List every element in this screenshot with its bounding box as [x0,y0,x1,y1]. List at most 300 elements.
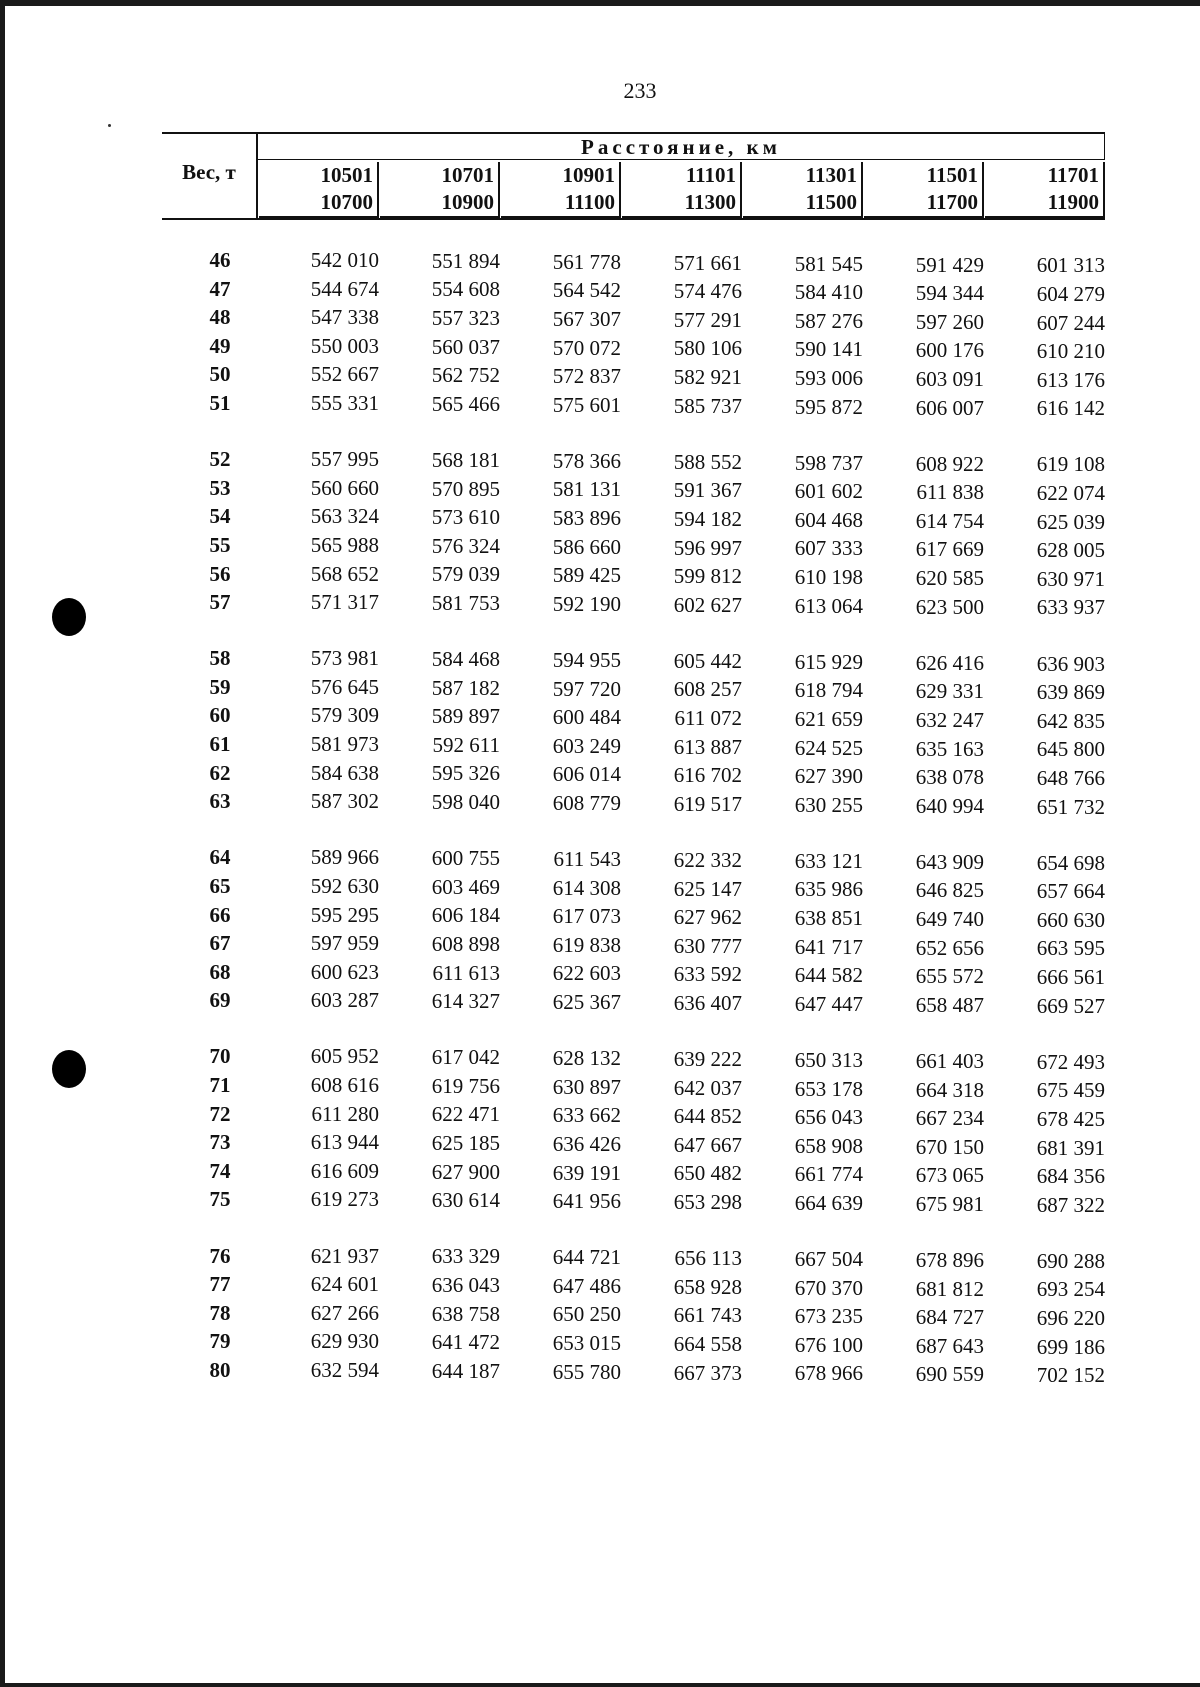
value-cell: 601 602 [794,479,863,504]
value-cell: 608 616 [310,1073,379,1097]
value-cell: 584 638 [310,760,379,785]
value-cell: 678 425 [1036,1106,1105,1131]
range-header-3 [501,162,621,218]
value-cell: 562 752 [431,363,500,388]
value-cell: 606 014 [552,762,621,787]
value-cell: 687 643 [915,1333,984,1358]
range-from: 11101 [622,162,742,189]
value-cell: 654 698 [1036,850,1105,875]
range-header-1 [259,162,379,218]
range-to: 11300 [622,189,742,218]
value-cell: 648 766 [1036,765,1105,790]
value-cell: 571 317 [310,590,379,615]
weight-cell: 59 [209,674,231,699]
weight-cell: 60 [209,703,231,728]
punch-hole [52,1050,86,1088]
range-to: 10900 [380,189,500,218]
value-cell: 664 318 [915,1077,984,1102]
value-cell: 684 727 [915,1305,984,1330]
value-cell: 565 988 [310,532,379,557]
scan-edge-bottom [0,1683,1200,1687]
value-cell: 614 308 [552,875,621,900]
value-cell: 614 754 [915,508,984,533]
value-cell: 664 639 [794,1190,863,1215]
value-cell: 581 973 [310,732,379,756]
value-cell: 669 527 [1036,993,1105,1018]
value-cell: 606 184 [431,903,500,928]
value-cell: 604 468 [794,507,863,532]
value-cell: 627 266 [310,1300,379,1325]
value-cell: 611 072 [674,706,742,731]
table-row [162,533,1105,561]
table-row [162,391,1105,419]
value-cell: 641 472 [431,1330,500,1355]
value-cell: 650 250 [552,1302,621,1327]
table-row [162,362,1105,390]
value-cell: 592 630 [310,873,379,898]
value-cell: 675 981 [915,1191,984,1216]
range-from: 11501 [864,162,984,189]
value-cell: 568 652 [310,561,379,586]
value-cell: 632 594 [310,1357,379,1382]
value-cell: 642 037 [673,1075,742,1100]
value-cell: 638 758 [431,1301,500,1326]
value-cell: 603 091 [915,366,984,391]
value-cell: 594 182 [673,506,742,531]
range-to: 11500 [743,189,863,218]
value-cell: 639 191 [552,1160,621,1185]
value-cell: 613 887 [673,734,742,759]
weight-cell: 49 [209,333,231,358]
value-cell: 690 288 [1036,1248,1105,1273]
range-header-5 [743,162,863,218]
value-cell: 636 043 [431,1272,500,1297]
weight-cell: 73 [209,1130,231,1155]
value-cell: 610 198 [794,565,863,590]
value-cell: 619 108 [1036,452,1105,477]
value-cell: 613 944 [310,1130,379,1155]
value-cell: 555 331 [310,391,379,415]
value-cell: 678 896 [915,1248,984,1272]
table-row [162,988,1105,1016]
weight-cell: 77 [209,1272,231,1297]
table-row [162,646,1105,674]
weight-cell: 64 [209,845,231,870]
value-cell: 633 329 [431,1244,500,1269]
value-cell: 630 255 [794,792,863,817]
weight-cell: 58 [209,646,231,671]
value-cell: 561 778 [552,249,621,274]
weight-cell: 57 [209,590,231,615]
value-cell: 585 737 [673,393,742,418]
weight-cell: 62 [209,760,231,785]
value-cell: 638 851 [794,906,863,931]
range-to: 10700 [259,189,379,218]
value-cell: 647 486 [552,1273,621,1298]
value-cell: 642 835 [1036,708,1105,733]
value-cell: 605 442 [673,648,742,673]
range-from: 10501 [259,162,379,189]
value-cell: 592 611 [432,732,500,757]
value-cell: 552 667 [310,362,379,387]
value-cell: 596 997 [673,535,742,560]
value-cell: 550 003 [310,333,379,358]
value-cell: 657 664 [1036,879,1105,904]
table-row [162,1073,1105,1101]
value-cell: 613 064 [794,593,863,618]
value-cell: 600 176 [915,338,984,363]
weight-cell: 46 [209,248,231,272]
weight-cell: 71 [209,1073,231,1097]
value-cell: 565 466 [431,391,500,416]
weight-cell: 53 [209,475,231,500]
value-cell: 592 190 [552,591,621,616]
value-cell: 702 152 [1036,1363,1105,1388]
value-cell: 599 812 [673,564,742,589]
value-cell: 635 986 [794,877,863,902]
punch-hole [52,598,86,636]
value-cell: 630 614 [431,1188,500,1213]
value-cell: 542 010 [310,248,379,272]
range-to: 11700 [864,189,984,218]
weight-cell: 78 [209,1300,231,1325]
value-cell: 655 572 [915,964,984,989]
table-row [162,845,1105,873]
value-cell: 576 645 [310,674,379,699]
value-cell: 630 897 [552,1074,621,1099]
value-cell: 647 667 [673,1132,742,1157]
value-cell: 652 656 [915,935,984,960]
value-cell: 576 324 [431,533,500,558]
weight-cell: 63 [209,789,231,814]
value-cell: 625 185 [431,1131,500,1156]
value-cell: 627 962 [673,905,742,930]
weight-cell: 54 [209,504,231,529]
value-cell: 591 429 [915,252,984,277]
value-cell: 656 113 [674,1246,742,1271]
value-cell: 667 234 [915,1106,984,1131]
value-cell: 564 542 [552,278,621,303]
value-cell: 667 373 [673,1360,742,1385]
value-cell: 560 660 [310,475,379,500]
value-cell: 693 254 [1036,1277,1105,1302]
value-cell: 633 662 [552,1103,621,1128]
value-cell: 584 410 [794,280,863,305]
weight-cell: 76 [209,1243,231,1268]
value-cell: 663 595 [1036,936,1105,961]
value-cell: 636 903 [1036,651,1105,676]
value-cell: 598 737 [794,450,863,475]
table-row [162,447,1105,475]
value-cell: 575 601 [552,392,621,417]
table-row [162,1272,1105,1300]
value-cell: 615 929 [794,649,863,674]
page-number: 233 [623,78,657,103]
value-cell: 621 937 [310,1243,379,1268]
value-cell: 641 956 [552,1189,621,1214]
value-cell: 590 141 [794,337,863,362]
table-row [162,703,1105,731]
value-cell: 570 072 [552,335,621,360]
weight-cell: 66 [209,902,231,927]
weight-cell: 72 [209,1101,231,1126]
value-cell: 589 425 [552,563,621,588]
value-cell: 602 627 [673,592,742,617]
value-cell: 661 774 [794,1162,863,1187]
weight-cell: 70 [209,1044,231,1069]
value-cell: 588 552 [673,449,742,474]
value-cell: 573 981 [310,646,379,671]
value-cell: 591 367 [673,478,742,503]
value-cell: 681 391 [1036,1135,1105,1160]
value-cell: 627 390 [794,764,863,789]
value-cell: 645 800 [1036,737,1105,762]
value-cell: 672 493 [1036,1049,1105,1074]
value-cell: 560 037 [431,334,500,359]
value-cell: 616 609 [310,1158,379,1183]
value-cell: 603 249 [552,733,621,758]
value-cell: 630 971 [1036,566,1105,591]
value-cell: 639 222 [673,1047,742,1072]
value-cell: 676 100 [794,1332,863,1357]
value-cell: 595 872 [794,394,863,419]
range-from: 10901 [501,162,621,189]
value-cell: 622 332 [673,847,742,872]
table-row [162,1102,1105,1130]
value-cell: 627 900 [431,1159,500,1184]
table-row [162,504,1105,532]
table-row [162,761,1105,789]
value-cell: 639 869 [1036,680,1105,705]
value-cell: 643 909 [915,849,984,874]
value-cell: 628 132 [552,1046,621,1071]
range-header-4 [622,162,742,218]
value-cell: 619 838 [552,932,621,957]
table-row [162,931,1105,959]
weight-cell: 79 [209,1329,231,1354]
value-cell: 650 482 [673,1161,742,1186]
table-row [162,1244,1105,1272]
value-cell: 595 326 [431,761,500,786]
range-header-2 [380,162,500,218]
value-cell: 636 426 [552,1131,621,1156]
value-cell: 629 331 [915,679,984,704]
value-cell: 600 623 [310,959,379,984]
table-row [162,960,1105,988]
value-cell: 625 147 [673,876,742,901]
value-cell: 551 894 [431,248,500,273]
value-cell: 646 825 [915,878,984,903]
weight-cell: 52 [209,447,231,472]
value-cell: 636 407 [673,990,742,1015]
value-cell: 625 367 [552,990,621,1015]
value-cell: 597 959 [310,931,379,956]
value-cell: 633 937 [1036,595,1105,620]
range-to: 11100 [501,189,621,218]
table-row [162,1159,1105,1187]
value-cell: 656 043 [794,1105,863,1130]
value-cell: 624 525 [794,735,863,760]
range-header-6 [864,162,984,218]
value-cell: 687 322 [1036,1192,1105,1217]
value-cell: 581 545 [794,251,863,276]
value-cell: 611 838 [916,480,984,505]
value-cell: 650 313 [794,1047,863,1072]
value-cell: 574 476 [673,279,742,304]
value-cell: 647 447 [794,991,863,1016]
value-cell: 630 777 [673,933,742,958]
value-cell: 666 561 [1036,965,1105,990]
value-cell: 589 897 [431,704,500,729]
table-row [162,675,1105,703]
value-cell: 611 543 [553,847,621,872]
value-cell: 608 898 [431,931,500,956]
weight-cell: 61 [209,732,231,756]
value-cell: 607 244 [1036,310,1105,335]
scan-edge-left [0,0,5,1687]
value-cell: 617 042 [431,1045,500,1070]
value-cell: 644 852 [673,1104,742,1129]
value-cell: 661 403 [915,1048,984,1073]
value-cell: 594 344 [915,281,984,306]
value-cell: 614 327 [431,989,500,1014]
weight-cell: 69 [209,988,231,1013]
value-cell: 660 630 [1036,907,1105,932]
table-row [162,903,1105,931]
weight-cell: 48 [209,305,231,330]
value-cell: 589 966 [310,845,379,870]
value-cell: 638 078 [915,765,984,790]
table-row [162,1044,1105,1072]
value-cell: 653 178 [794,1076,863,1101]
value-cell: 681 812 [915,1276,984,1301]
weight-cell: 67 [209,931,231,956]
weight-cell: 51 [209,391,231,415]
value-cell: 653 015 [552,1331,621,1356]
value-cell: 572 837 [552,364,621,389]
table-row [162,248,1105,276]
value-cell: 597 720 [552,676,621,701]
value-cell: 640 994 [915,793,984,818]
value-cell: 651 732 [1036,794,1105,819]
value-cell: 607 333 [794,536,863,561]
value-cell: 616 702 [673,763,742,788]
table-row [162,789,1105,817]
scan-edge-top [0,0,1200,6]
table-row [162,1301,1105,1329]
value-cell: 684 356 [1036,1164,1105,1189]
value-cell: 644 582 [794,963,863,988]
value-cell: 644 721 [552,1245,621,1270]
table-row [162,590,1105,618]
table-row [162,874,1105,902]
value-cell: 580 106 [673,336,742,361]
value-cell: 605 952 [310,1044,379,1069]
value-cell: 593 006 [794,365,863,390]
value-cell: 616 142 [1036,396,1105,421]
weight-cell: 80 [209,1357,231,1382]
value-cell: 544 674 [310,276,379,301]
weight-cell: 74 [209,1158,231,1183]
value-cell: 641 717 [794,934,863,959]
value-cell: 581 753 [431,590,500,615]
value-cell: 583 896 [552,506,621,531]
value-cell: 655 780 [552,1359,621,1384]
weight-cell: 55 [209,532,231,557]
range-to: 11900 [985,189,1105,218]
value-cell: 628 005 [1036,538,1105,563]
value-cell: 579 309 [310,703,379,728]
value-cell: 690 559 [915,1362,984,1387]
table-row [162,305,1105,333]
value-cell: 658 928 [673,1274,742,1299]
weight-cell: 50 [209,362,231,387]
value-cell: 581 131 [552,477,621,502]
value-cell: 625 039 [1036,509,1105,534]
value-cell: 633 121 [794,848,863,873]
table-row [162,1187,1105,1215]
value-cell: 619 517 [673,791,742,816]
value-cell: 613 176 [1036,367,1105,392]
value-cell: 594 955 [552,647,621,672]
value-cell: 629 930 [310,1329,379,1354]
weight-cell: 68 [209,959,231,984]
weight-cell: 47 [209,276,231,301]
value-cell: 661 743 [673,1303,742,1328]
value-cell: 618 794 [794,678,863,703]
value-cell: 587 302 [310,789,379,814]
value-cell: 608 922 [915,451,984,476]
value-cell: 600 484 [552,705,621,730]
value-cell: 554 608 [431,277,500,302]
value-cell: 673 235 [794,1304,863,1329]
value-cell: 563 324 [310,504,379,529]
value-cell: 578 366 [552,448,621,473]
weight-column-header: Вес, т [162,134,258,218]
value-cell: 587 182 [431,675,500,700]
value-cell: 603 469 [431,874,500,899]
value-cell: 658 487 [915,992,984,1017]
value-cell: 557 995 [310,447,379,472]
value-cell: 670 370 [794,1275,863,1300]
value-cell: 619 756 [431,1073,500,1098]
value-cell: 608 779 [552,790,621,815]
value-cell: 573 610 [431,505,500,530]
range-header-7 [985,162,1105,218]
value-cell: 675 459 [1036,1078,1105,1103]
value-cell: 571 661 [673,250,742,275]
value-cell: 621 659 [794,706,863,731]
distance-title: Расстояние, км [258,134,1105,160]
value-cell: 547 338 [310,305,379,330]
table-row [162,334,1105,362]
value-cell: 622 471 [431,1102,500,1127]
value-cell: 604 279 [1036,281,1105,306]
value-cell: 624 601 [310,1272,379,1297]
value-cell: 577 291 [673,307,742,332]
value-cell: 644 187 [431,1358,500,1383]
value-cell: 601 313 [1036,253,1105,278]
value-cell: 603 287 [310,988,379,1013]
value-cell: 584 468 [431,647,500,672]
weight-cell: 65 [209,873,231,898]
value-cell: 608 257 [673,677,742,702]
value-cell: 611 280 [311,1101,379,1126]
range-from: 11301 [743,162,863,189]
range-from: 10701 [380,162,500,189]
value-cell: 670 150 [915,1134,984,1159]
value-cell: 587 276 [794,308,863,333]
